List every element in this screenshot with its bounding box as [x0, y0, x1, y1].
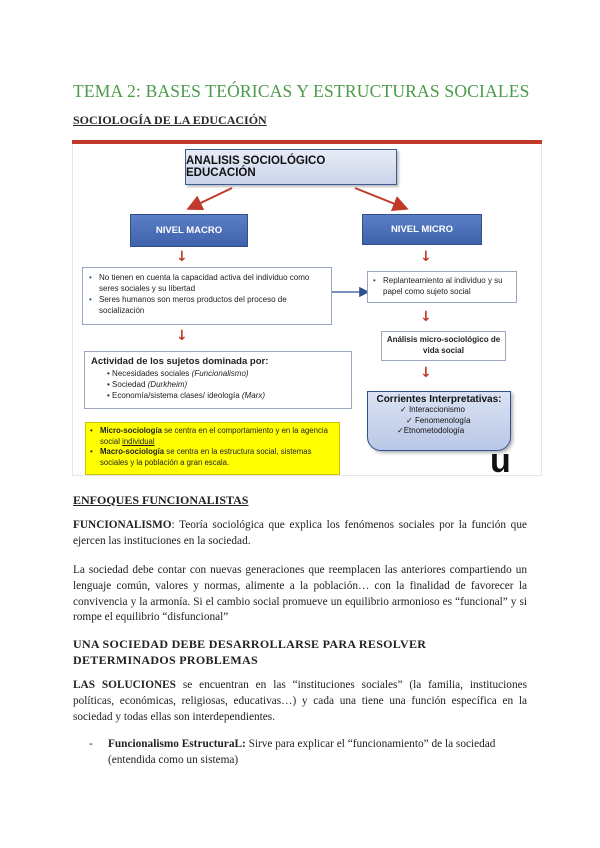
check-icon: ✓: [406, 415, 413, 425]
section-subtitle: SOCIOLOGÍA DE LA EDUCACIÓN: [73, 113, 267, 127]
macro-description-box: [82, 267, 332, 325]
sociedad-heading: UNA SOCIEDAD DEBE DESARROLLARSE PARA RESOLVER DETERMINADOS PROBLEMAS: [73, 637, 427, 667]
actividad-box: [84, 351, 352, 409]
micro-definition: • Micro-sociología se centra en el comportamiento y en la agencia social individual: [90, 426, 328, 446]
check-icon: ✓: [397, 426, 404, 435]
analisis-main-box: ANALISIS SOCIOLÓGICO EDUCACIÓN: [185, 149, 397, 185]
funcionalismo-definition: FUNCIONALISMO: Teoría sociológica que explica los fenómenos sociales por la función que ejercen las instituciones en la sociedad.: [73, 519, 527, 547]
down-arrow-micro-1: ↓: [420, 249, 432, 265]
down-arrow-macro-2: ↓: [176, 328, 188, 344]
corrientes-heading: Corrientes Interpretativas:: [376, 394, 502, 405]
micro-macro-definitions-box: [85, 422, 340, 475]
micro-description-box: [367, 271, 517, 303]
sociological-analysis-diagram: [72, 140, 542, 480]
actividad-heading: Actividad de los sujetos dominada por:: [91, 356, 269, 367]
page-title: TEMA 2: BASES TEÓRICAS Y ESTRUCTURAS SOCIALES: [73, 81, 530, 101]
bullet-icon: •: [90, 447, 93, 456]
actividad-item-1: • Necesidades sociales (Funcionalismo): [107, 369, 249, 378]
list-dash: -: [89, 738, 93, 750]
arrow-to-macro: [190, 188, 232, 208]
soluciones-paragraph: LAS SOLUCIONES se encuentran en las “instituciones sociales” (la familia, instituciones políticas, económicas, religiosas, educativas…) y cada una tiene una función específica en la sociedad y todas ellas son interdependientes.: [73, 679, 527, 723]
down-arrow-micro-3: ↓: [420, 365, 432, 381]
actividad-item-3: • Economía/sistema clases/ ideología (Marx): [107, 391, 265, 400]
bullet-icon: •: [89, 295, 92, 304]
corriente-item-3: ✓Etnometodología: [397, 426, 465, 435]
arrow-to-micro: [355, 188, 405, 208]
corriente-item-2: ✓ Fenomenología: [406, 415, 471, 425]
down-arrow-micro-2: ↓: [420, 309, 432, 325]
micro-bullet-1: • Replanteamiento al individuo y su papel como sujeto social: [373, 276, 503, 296]
university-logo: u: [490, 442, 511, 480]
analisis-micro-box: Análisis micro-sociológico de vida social: [381, 331, 506, 361]
macro-bullet-1: • No tienen en cuenta la capacidad activa del individuo como seres sociales y su libertad: [89, 273, 310, 293]
macro-definition: • Macro-sociología se centra en la estructura social, sistemas sociales y la población a gran escala.: [90, 447, 312, 467]
macro-bullet-2: • Seres humanos son meros productos del proceso de socialización: [89, 295, 287, 315]
bullet-icon: •: [90, 426, 93, 435]
bullet-icon: •: [373, 276, 376, 285]
funcionalismo-estructural-item: Funcionalismo EstructuraL: Sirve para explicar el “funcionamiento” de la sociedad (entendida como un sistema): [108, 738, 496, 766]
sociedad-paragraph: La sociedad debe contar con nuevas generaciones que reemplacen las anteriores compartiendo un lenguaje común, valores y normas, alimente a la población… con la finalidad de favorecer la convivencia y la armonía. Si el cambio social promueve un equilibrio armonioso es “funcional” y si rompe el equilibrio “disfuncional”: [73, 564, 527, 624]
corriente-item-1: ✓ Interaccionismo: [400, 405, 465, 414]
actividad-item-2: • Sociedad (Durkheim): [107, 380, 188, 389]
nivel-macro-box: NIVEL MACRO: [130, 214, 248, 247]
check-icon: ✓: [400, 405, 407, 414]
bullet-icon: •: [89, 273, 92, 282]
section-enfoques-funcionalistas: ENFOQUES FUNCIONALISTAS: [73, 493, 249, 507]
down-arrow-macro-1: ↓: [176, 249, 188, 265]
nivel-micro-box: NIVEL MICRO: [362, 214, 482, 245]
